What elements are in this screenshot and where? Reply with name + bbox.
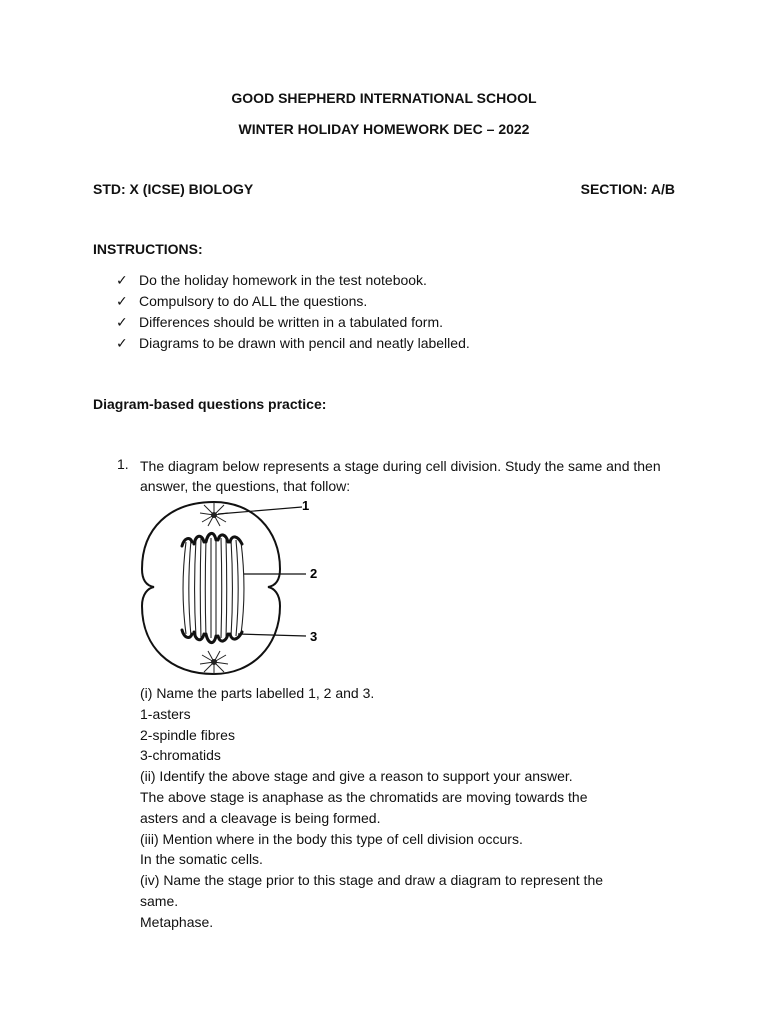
spindle-fibres — [183, 538, 244, 638]
subquestion: same. — [140, 892, 179, 909]
instruction-text: Diagrams to be drawn with pencil and neatly labelled. — [139, 335, 470, 351]
question-number: 1. — [117, 456, 129, 472]
section-heading: Diagram-based questions practice: — [93, 396, 327, 412]
pointer-line-1 — [218, 507, 302, 514]
answer-line: The above stage is anaphase as the chromatids are moving towards the — [140, 788, 588, 805]
check-icon: ✓ — [116, 272, 128, 288]
instruction-item — [116, 333, 470, 354]
question-answers — [140, 683, 680, 933]
check-icon: ✓ — [116, 314, 128, 330]
cell-division-diagram — [134, 494, 334, 680]
instruction-item — [116, 291, 470, 312]
check-icon: ✓ — [116, 293, 128, 309]
instruction-text: Differences should be written in a tabulated form. — [139, 314, 444, 330]
std-label: STD: X (ICSE) BIOLOGY — [93, 181, 254, 197]
answer-line: 1-asters — [140, 705, 191, 722]
check-icon: ✓ — [116, 335, 128, 351]
answer-line: In the somatic cells. — [140, 851, 263, 868]
instruction-text: Do the holiday homework in the test notebook. — [139, 272, 427, 288]
bottom-aster — [200, 651, 228, 675]
instructions-heading: INSTRUCTIONS: — [93, 241, 203, 257]
answer-line: Metaphase. — [140, 913, 214, 930]
subquestion: (iv) Name the stage prior to this stage and draw a diagram to represent the — [140, 872, 604, 889]
question-text: The diagram below represents a stage during cell division. Study the same and then answer, the questions, that follow: — [140, 458, 661, 494]
diagram-label-1: 1 — [302, 498, 310, 513]
diagram-label-3: 3 — [310, 629, 318, 644]
answer-line: 3-chromatids — [140, 747, 221, 764]
answer-line: asters and a cleavage is being formed. — [140, 809, 381, 826]
answer-line: 2-spindle fibres — [140, 726, 235, 743]
subquestion: (ii) Identify the above stage and give a reason to support your answer. — [140, 768, 573, 785]
instruction-item — [116, 270, 470, 291]
subquestion: (i) Name the parts labelled 1, 2 and 3. — [140, 685, 375, 701]
school-name: GOOD SHEPHERD INTERNATIONAL SCHOOL — [231, 90, 537, 106]
instruction-text: Compulsory to do ALL the questions. — [139, 293, 368, 309]
subquestion: (iii) Mention where in the body this type of cell division occurs. — [140, 830, 523, 847]
pointer-line-3 — [238, 634, 306, 636]
instructions-list — [116, 270, 470, 354]
diagram-label-2: 2 — [310, 566, 318, 581]
instruction-item — [116, 312, 470, 333]
section-label: SECTION: A/B — [580, 181, 675, 197]
document-title: WINTER HOLIDAY HOMEWORK DEC – 2022 — [238, 121, 530, 137]
